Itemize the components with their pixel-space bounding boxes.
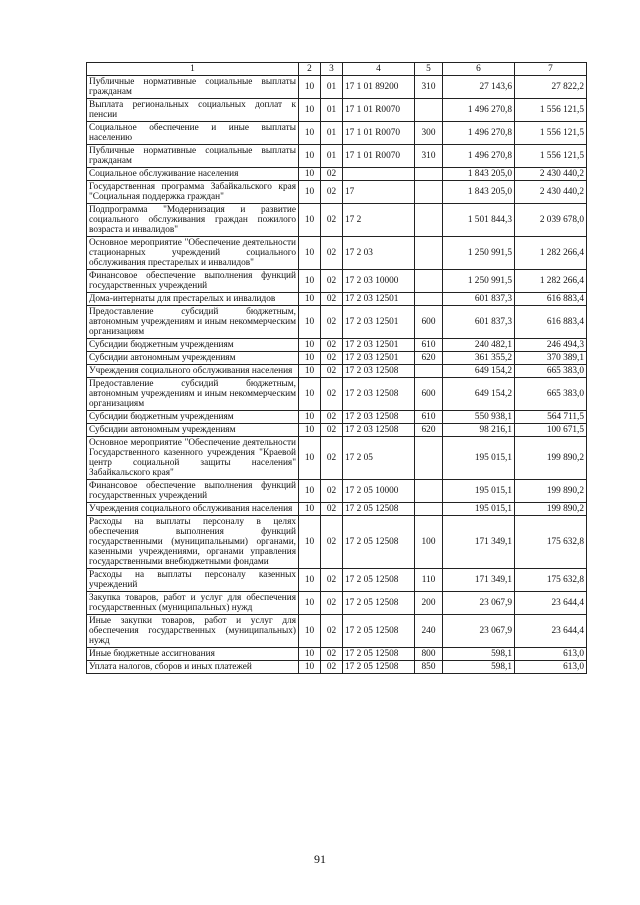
row-target-article: 17 1 01 89200 — [343, 76, 415, 99]
row-amount-year-2: 613,0 — [515, 648, 587, 661]
row-name: Дома-интернаты для престарелых и инвалидов — [87, 293, 299, 306]
row-amount-year-1: 601 837,3 — [443, 293, 515, 306]
row-amount-year-2: 199 890,2 — [515, 503, 587, 516]
row-section: 10 — [299, 339, 321, 352]
table-body — [87, 76, 587, 674]
row-expense-type — [415, 503, 443, 516]
row-amount-year-2: 175 632,8 — [515, 569, 587, 592]
row-expense-type — [415, 99, 443, 122]
row-amount-year-2: 665 383,0 — [515, 365, 587, 378]
table-row — [87, 122, 587, 145]
row-section: 10 — [299, 516, 321, 569]
row-subsection: 02 — [321, 293, 343, 306]
table-row — [87, 503, 587, 516]
row-target-article: 17 2 05 12508 — [343, 615, 415, 648]
table-row — [87, 306, 587, 339]
row-subsection: 02 — [321, 661, 343, 674]
row-section: 10 — [299, 76, 321, 99]
row-amount-year-2: 23 644,4 — [515, 615, 587, 648]
row-target-article: 17 2 03 12508 — [343, 365, 415, 378]
row-amount-year-1: 1 501 844,3 — [443, 204, 515, 237]
row-target-article: 17 2 05 10000 — [343, 480, 415, 503]
row-expense-type — [415, 181, 443, 204]
row-amount-year-2: 564 711,5 — [515, 411, 587, 424]
row-expense-type — [415, 365, 443, 378]
row-target-article: 17 2 05 12508 — [343, 648, 415, 661]
row-name: Предоставление субсидий бюджетным, автономным учреждениям и иным некоммерческим организациям — [87, 378, 299, 411]
row-target-article: 17 1 01 R0070 — [343, 145, 415, 168]
row-amount-year-1: 598,1 — [443, 661, 515, 674]
header-col-3: 3 — [321, 63, 343, 76]
row-expense-type: 850 — [415, 661, 443, 674]
row-name: Публичные нормативные социальные выплаты гражданам — [87, 145, 299, 168]
row-expense-type: 600 — [415, 378, 443, 411]
row-target-article: 17 2 03 12508 — [343, 424, 415, 437]
row-name: Расходы на выплаты персоналу казенных учреждений — [87, 569, 299, 592]
row-amount-year-1: 1 843 205,0 — [443, 181, 515, 204]
row-section: 10 — [299, 648, 321, 661]
row-subsection: 02 — [321, 339, 343, 352]
row-amount-year-2: 1 282 266,4 — [515, 237, 587, 270]
row-section: 10 — [299, 592, 321, 615]
row-subsection: 02 — [321, 437, 343, 480]
row-expense-type: 300 — [415, 122, 443, 145]
row-amount-year-1: 1 496 270,8 — [443, 122, 515, 145]
row-target-article: 17 — [343, 181, 415, 204]
row-subsection: 02 — [321, 480, 343, 503]
table-row — [87, 204, 587, 237]
row-expense-type: 310 — [415, 76, 443, 99]
row-amount-year-2: 27 822,2 — [515, 76, 587, 99]
row-subsection: 02 — [321, 270, 343, 293]
row-target-article: 17 2 03 10000 — [343, 270, 415, 293]
row-amount-year-2: 2 430 440,2 — [515, 168, 587, 181]
row-subsection: 02 — [321, 237, 343, 270]
row-section: 10 — [299, 237, 321, 270]
row-section: 10 — [299, 480, 321, 503]
row-target-article: 17 1 01 R0070 — [343, 122, 415, 145]
row-amount-year-1: 649 154,2 — [443, 378, 515, 411]
row-target-article: 17 2 03 — [343, 237, 415, 270]
row-target-article: 17 2 05 12508 — [343, 516, 415, 569]
row-amount-year-1: 23 067,9 — [443, 615, 515, 648]
row-amount-year-1: 23 067,9 — [443, 592, 515, 615]
row-section: 10 — [299, 168, 321, 181]
row-section: 10 — [299, 661, 321, 674]
row-amount-year-2: 100 671,5 — [515, 424, 587, 437]
row-target-article — [343, 168, 415, 181]
table-row — [87, 424, 587, 437]
row-section: 10 — [299, 411, 321, 424]
row-amount-year-1: 601 837,3 — [443, 306, 515, 339]
table-row — [87, 569, 587, 592]
row-expense-type: 110 — [415, 569, 443, 592]
table-row — [87, 378, 587, 411]
row-amount-year-2: 665 383,0 — [515, 378, 587, 411]
row-subsection: 01 — [321, 145, 343, 168]
row-amount-year-1: 550 938,1 — [443, 411, 515, 424]
row-subsection: 02 — [321, 306, 343, 339]
row-subsection: 02 — [321, 411, 343, 424]
row-name: Субсидии автономным учреждениям — [87, 352, 299, 365]
row-amount-year-1: 171 349,1 — [443, 569, 515, 592]
row-expense-type: 240 — [415, 615, 443, 648]
row-section: 10 — [299, 378, 321, 411]
row-section: 10 — [299, 503, 321, 516]
row-name: Социальное обслуживание населения — [87, 168, 299, 181]
row-amount-year-2: 2 039 678,0 — [515, 204, 587, 237]
row-subsection: 02 — [321, 352, 343, 365]
row-expense-type: 100 — [415, 516, 443, 569]
row-subsection: 02 — [321, 168, 343, 181]
row-amount-year-2: 2 430 440,2 — [515, 181, 587, 204]
table-row — [87, 352, 587, 365]
row-subsection: 02 — [321, 204, 343, 237]
row-target-article: 17 2 05 — [343, 437, 415, 480]
row-amount-year-1: 98 216,1 — [443, 424, 515, 437]
row-name: Учреждения социального обслуживания населения — [87, 365, 299, 378]
row-amount-year-1: 195 015,1 — [443, 437, 515, 480]
header-col-6: 6 — [443, 63, 515, 76]
row-subsection: 02 — [321, 378, 343, 411]
row-target-article: 17 2 05 12508 — [343, 503, 415, 516]
row-expense-type — [415, 437, 443, 480]
row-amount-year-2: 175 632,8 — [515, 516, 587, 569]
row-section: 10 — [299, 615, 321, 648]
row-name: Учреждения социального обслуживания населения — [87, 503, 299, 516]
row-expense-type: 620 — [415, 424, 443, 437]
row-subsection: 02 — [321, 648, 343, 661]
row-name: Государственная программа Забайкальского края "Социальная поддержка граждан" — [87, 181, 299, 204]
row-expense-type — [415, 270, 443, 293]
row-subsection: 02 — [321, 365, 343, 378]
table-row — [87, 145, 587, 168]
row-target-article: 17 2 05 12508 — [343, 661, 415, 674]
row-section: 10 — [299, 181, 321, 204]
row-amount-year-1: 1 496 270,8 — [443, 145, 515, 168]
header-col-4: 4 — [343, 63, 415, 76]
row-section: 10 — [299, 424, 321, 437]
header-col-1: 1 — [87, 63, 299, 76]
row-expense-type: 620 — [415, 352, 443, 365]
row-amount-year-2: 246 494,3 — [515, 339, 587, 352]
table-row — [87, 293, 587, 306]
row-amount-year-1: 27 143,6 — [443, 76, 515, 99]
row-expense-type: 610 — [415, 339, 443, 352]
row-amount-year-2: 1 556 121,5 — [515, 122, 587, 145]
row-expense-type — [415, 168, 443, 181]
table-row — [87, 237, 587, 270]
table-row — [87, 437, 587, 480]
row-expense-type: 310 — [415, 145, 443, 168]
row-amount-year-2: 370 389,1 — [515, 352, 587, 365]
table-row — [87, 76, 587, 99]
row-name: Субсидии бюджетным учреждениям — [87, 339, 299, 352]
row-section: 10 — [299, 569, 321, 592]
row-amount-year-2: 199 890,2 — [515, 480, 587, 503]
row-name: Основное мероприятие "Обеспечение деятельности Государственного казенного учреждения "Краевой центр социальной защиты населения" Забайкальского края" — [87, 437, 299, 480]
row-target-article: 17 2 03 12508 — [343, 411, 415, 424]
table-row — [87, 339, 587, 352]
row-target-article: 17 2 05 12508 — [343, 569, 415, 592]
row-subsection: 01 — [321, 122, 343, 145]
row-section: 10 — [299, 145, 321, 168]
row-amount-year-1: 649 154,2 — [443, 365, 515, 378]
header-col-5: 5 — [415, 63, 443, 76]
row-amount-year-1: 1 843 205,0 — [443, 168, 515, 181]
table-row — [87, 270, 587, 293]
row-target-article: 17 2 03 12508 — [343, 378, 415, 411]
row-amount-year-2: 199 890,2 — [515, 437, 587, 480]
row-amount-year-1: 171 349,1 — [443, 516, 515, 569]
table-row — [87, 365, 587, 378]
row-name: Основное мероприятие "Обеспечение деятельности стационарных учреждений социального обслуживания престарелых и инвалидов" — [87, 237, 299, 270]
row-amount-year-1: 1 250 991,5 — [443, 237, 515, 270]
row-expense-type: 200 — [415, 592, 443, 615]
row-subsection: 02 — [321, 592, 343, 615]
row-name: Предоставление субсидий бюджетным, автономным учреждениям и иным некоммерческим организациям — [87, 306, 299, 339]
row-subsection: 02 — [321, 424, 343, 437]
row-amount-year-1: 1 496 270,8 — [443, 99, 515, 122]
row-subsection: 01 — [321, 99, 343, 122]
row-target-article: 17 2 03 12501 — [343, 293, 415, 306]
row-expense-type: 800 — [415, 648, 443, 661]
row-expense-type — [415, 237, 443, 270]
row-subsection: 01 — [321, 76, 343, 99]
row-target-article: 17 2 03 12501 — [343, 306, 415, 339]
row-name: Уплата налогов, сборов и иных платежей — [87, 661, 299, 674]
row-name: Закупка товаров, работ и услуг для обеспечения государственных (муниципальных) нужд — [87, 592, 299, 615]
row-amount-year-1: 598,1 — [443, 648, 515, 661]
table-row — [87, 661, 587, 674]
page-number: 91 — [314, 852, 326, 866]
row-subsection: 02 — [321, 181, 343, 204]
row-amount-year-1: 1 250 991,5 — [443, 270, 515, 293]
row-name: Субсидии бюджетным учреждениям — [87, 411, 299, 424]
row-name: Иные закупки товаров, работ и услуг для обеспечения государственных (муниципальных) нужд — [87, 615, 299, 648]
row-name: Финансовое обеспечение выполнения функций государственных учреждений — [87, 270, 299, 293]
row-name: Публичные нормативные социальные выплаты гражданам — [87, 76, 299, 99]
row-section: 10 — [299, 270, 321, 293]
row-subsection: 02 — [321, 615, 343, 648]
row-amount-year-1: 240 482,1 — [443, 339, 515, 352]
table-row — [87, 516, 587, 569]
row-amount-year-2: 613,0 — [515, 661, 587, 674]
table-row — [87, 181, 587, 204]
row-amount-year-1: 195 015,1 — [443, 503, 515, 516]
row-amount-year-2: 1 556 121,5 — [515, 145, 587, 168]
row-name: Субсидии автономным учреждениям — [87, 424, 299, 437]
row-amount-year-2: 23 644,4 — [515, 592, 587, 615]
row-target-article: 17 2 — [343, 204, 415, 237]
table-row — [87, 592, 587, 615]
row-section: 10 — [299, 306, 321, 339]
row-target-article: 17 2 03 12501 — [343, 352, 415, 365]
header-row — [87, 63, 587, 76]
row-expense-type — [415, 293, 443, 306]
row-name: Подпрограмма "Модернизация и развитие социального обслуживания граждан пожилого возраста и инвалидов" — [87, 204, 299, 237]
row-amount-year-1: 361 355,2 — [443, 352, 515, 365]
row-section: 10 — [299, 122, 321, 145]
header-col-2: 2 — [299, 63, 321, 76]
row-name: Расходы на выплаты персоналу в целях обеспечения выполнения функций государственными (муниципальными) органами, казенными учреждениями, органами управления государственными внебюджетными фондами — [87, 516, 299, 569]
row-target-article: 17 2 05 12508 — [343, 592, 415, 615]
budget-table — [86, 62, 587, 674]
row-name: Социальное обеспечение и иные выплаты населению — [87, 122, 299, 145]
row-section: 10 — [299, 365, 321, 378]
row-section: 10 — [299, 204, 321, 237]
row-target-article: 17 1 01 R0070 — [343, 99, 415, 122]
table-row — [87, 480, 587, 503]
row-expense-type: 610 — [415, 411, 443, 424]
row-subsection: 02 — [321, 516, 343, 569]
row-section: 10 — [299, 437, 321, 480]
row-amount-year-1: 195 015,1 — [443, 480, 515, 503]
row-amount-year-2: 1 556 121,5 — [515, 99, 587, 122]
row-subsection: 02 — [321, 503, 343, 516]
row-subsection: 02 — [321, 569, 343, 592]
row-section: 10 — [299, 352, 321, 365]
table-row — [87, 615, 587, 648]
row-section: 10 — [299, 99, 321, 122]
row-amount-year-2: 616 883,4 — [515, 293, 587, 306]
row-amount-year-2: 1 282 266,4 — [515, 270, 587, 293]
row-target-article: 17 2 03 12501 — [343, 339, 415, 352]
row-expense-type — [415, 480, 443, 503]
row-name: Финансовое обеспечение выполнения функций государственных учреждений — [87, 480, 299, 503]
row-expense-type — [415, 204, 443, 237]
header-col-7: 7 — [515, 63, 587, 76]
table-row — [87, 411, 587, 424]
table-row — [87, 168, 587, 181]
table-row — [87, 648, 587, 661]
row-name: Иные бюджетные ассигнования — [87, 648, 299, 661]
row-section: 10 — [299, 293, 321, 306]
row-name: Выплата региональных социальных доплат к пенсии — [87, 99, 299, 122]
table-row — [87, 99, 587, 122]
row-expense-type: 600 — [415, 306, 443, 339]
row-amount-year-2: 616 883,4 — [515, 306, 587, 339]
